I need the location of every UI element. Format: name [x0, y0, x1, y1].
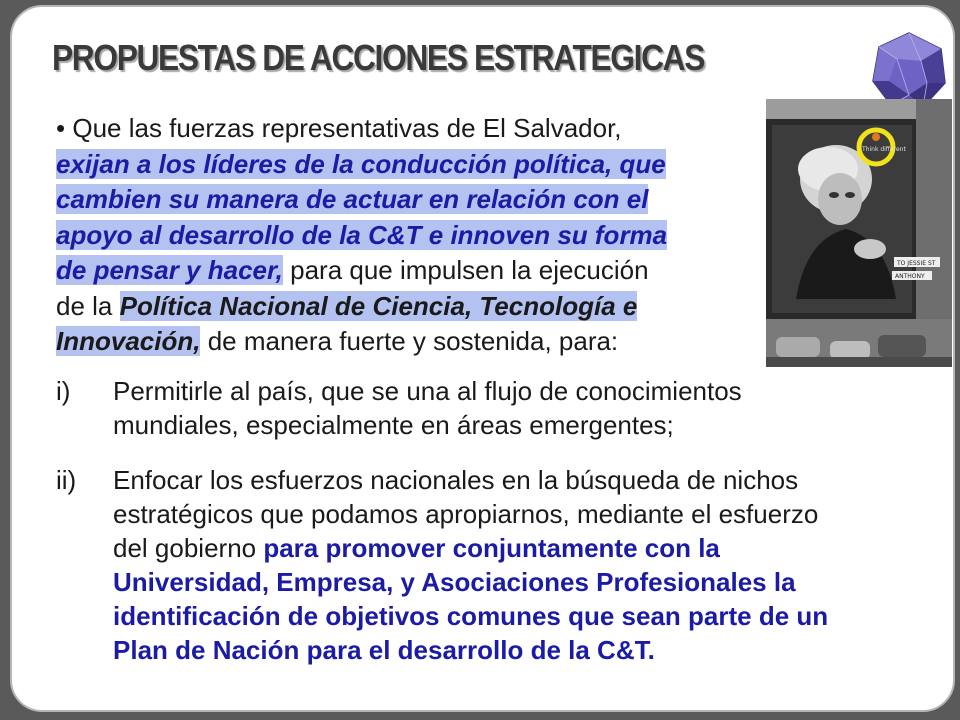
item-ii-blue-line-2: identificación de objetivos comunes que sean parte de un [113, 601, 829, 631]
slide-title: PROPUESTAS DE ACCIONES ESTRATEGICAS [52, 37, 705, 78]
emphasis-line-2: cambien su manera de actuar en relación con el [56, 184, 649, 214]
item-ii-line-3-plain: del gobierno [113, 533, 264, 563]
emphasis-line-3: apoyo al desarrollo de la C&T e innoven su forma [56, 219, 668, 250]
item-ii-line-1: Enfocar los esfuerzos nacionales en la búsqueda de nichos [113, 465, 799, 495]
paragraph-ending: de manera fuerte y sostenida, para: [200, 326, 619, 356]
bullet: • [56, 113, 66, 143]
intro-lead: Que las fuerzas representativas de El Salvador, [72, 113, 622, 143]
item-i-line-2: mundiales, especialmente en áreas emergentes; [113, 410, 674, 440]
item-ii-blue-line-1: Universidad, Empresa, y Asociaciones Profesionales la [113, 567, 796, 597]
einstein-billboard-photo [766, 99, 952, 367]
item-ii-line-2: estratégicos que podamos apropiarnos, mediante el esfuerzo [113, 499, 819, 529]
street-sign-2: ANTHONY [895, 273, 925, 280]
after-emphasis: para que impulsen la ejecución [282, 255, 649, 285]
item-i-number: i) [56, 376, 71, 406]
line6-start: de la [56, 290, 120, 321]
item-ii-line-3-blue: para promover conjuntamente con la [263, 533, 720, 563]
emphasis-line-4: de pensar y hacer, [56, 255, 283, 285]
item-i [56, 374, 856, 444]
intro-paragraph [56, 111, 756, 360]
item-ii [56, 463, 936, 683]
billboard-text: Think different [862, 146, 906, 153]
item-ii-text [113, 463, 828, 667]
item-i-line-1: Permitirle al país, que se una al flujo de conocimientos [113, 376, 742, 406]
street-sign-1: TO JESSIE ST [897, 260, 936, 267]
item-ii-number: ii) [56, 465, 77, 495]
emphasis-line-1: exijan a los líderes de la conducción política, que [56, 148, 666, 179]
item-i-text [113, 374, 742, 442]
policy-name-part1: Política Nacional de Ciencia, Tecnología e [119, 290, 638, 321]
policy-name-part2: Innovación, [56, 326, 201, 356]
slide [10, 5, 955, 712]
item-ii-blue-line-3: Plan de Nación para el desarrollo de la C&T. [113, 635, 655, 665]
